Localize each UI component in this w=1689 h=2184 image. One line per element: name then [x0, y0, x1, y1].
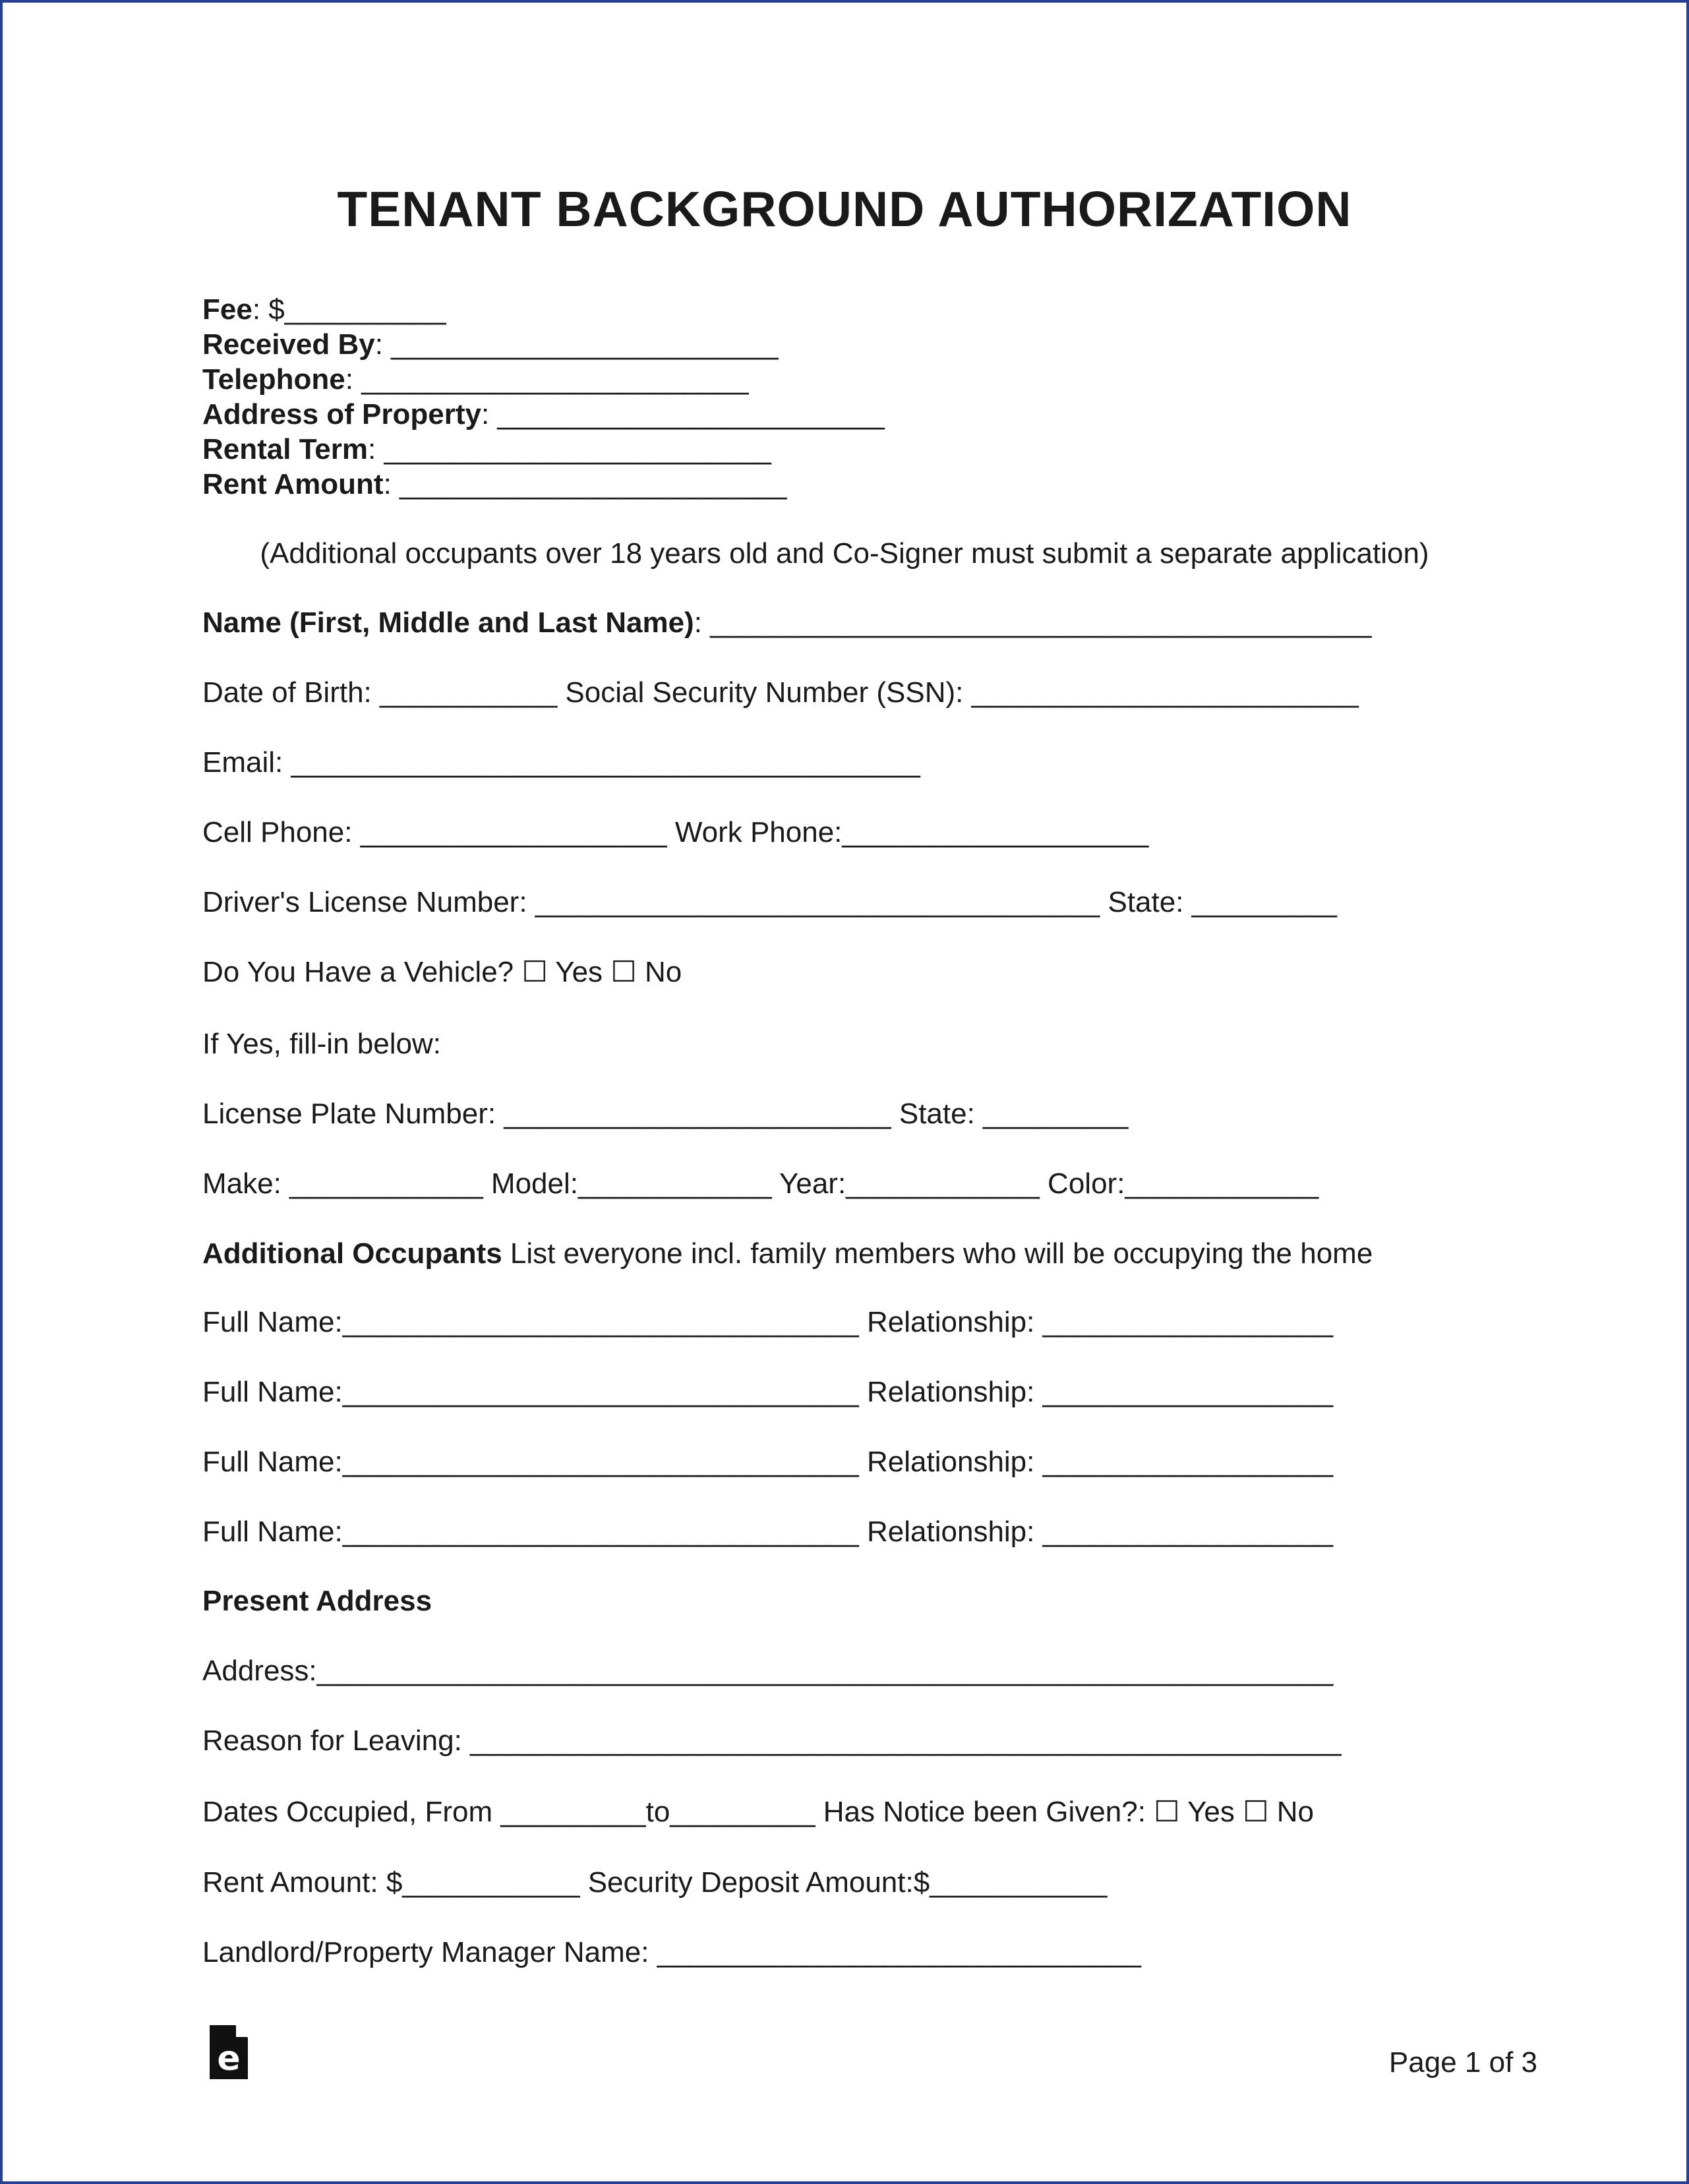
telephone-blank: : ________________________ [345, 363, 749, 396]
present-address-heading [202, 1587, 432, 1616]
address-of-property-blank: : ________________________ [481, 398, 885, 430]
occupant-row[interactable]: Full Name:________________________________ Relationship: __________________ [202, 1446, 1334, 1478]
co-signer-note: (Additional occupants over 18 years old and Co-Signer must submit a separate application) [260, 537, 1429, 570]
applicant-name-label: Name (First, Middle and Last Name) [202, 606, 694, 639]
dob-ssn-line[interactable]: Date of Birth: ___________ Social Security Number (SSN): ________________________ [202, 676, 1359, 709]
vehicle-question-label: Do You Have a Vehicle? [202, 956, 514, 988]
dates-occupied-text: Dates Occupied, From _________to_________ Has Notice been Given?: [202, 1796, 1146, 1828]
page-title: TENANT BACKGROUND AUTHORIZATION [337, 181, 1352, 237]
license-plate-line[interactable]: License Plate Number: ________________________ State: _________ [202, 1098, 1129, 1130]
address-line[interactable]: Address:_______________________________________________________________ [202, 1655, 1334, 1687]
drivers-license-line[interactable]: Driver's License Number: ___________________________________ State: _________ [202, 886, 1337, 918]
page-number: Page 1 of 3 [1388, 2046, 1537, 2079]
if-yes-instruction: If Yes, fill-in below: [202, 1028, 441, 1060]
vehicle-yes-checkbox[interactable]: ☐ [521, 956, 548, 988]
notice-yes-checkbox[interactable]: ☐ [1154, 1796, 1180, 1828]
received-by-label: Received By [202, 328, 375, 361]
applicant-name-blank: : _________________________________________ [694, 606, 1372, 639]
address-of-property-field[interactable] [202, 400, 885, 429]
rental-term-field[interactable] [202, 435, 771, 464]
rental-term-blank: : ________________________ [368, 433, 771, 465]
rent-amount-blank: : ________________________ [383, 468, 787, 500]
vehicle-question [202, 958, 682, 987]
occupants-heading-line [202, 1239, 1373, 1268]
notice-yes-label: Yes [1187, 1796, 1235, 1828]
received-by-blank: : ________________________ [374, 328, 779, 361]
occupants-description: List everyone incl. family members who will be occupying the home [502, 1237, 1373, 1270]
vehicle-no-label: No [644, 956, 682, 988]
occupant-row[interactable]: Full Name:________________________________ Relationship: __________________ [202, 1306, 1334, 1338]
occupants-heading: Additional Occupants [202, 1237, 502, 1270]
rent-deposit-line[interactable]: Rent Amount: $___________ Security Deposit Amount:$___________ [202, 1866, 1108, 1899]
notice-no-label: No [1276, 1796, 1315, 1828]
received-by-field[interactable] [202, 330, 778, 359]
occupant-row[interactable]: Full Name:________________________________ Relationship: __________________ [202, 1516, 1334, 1548]
rent-amount-field[interactable] [202, 470, 786, 499]
email-line[interactable]: Email: _______________________________________ [202, 746, 920, 779]
dates-occupied-line[interactable] [202, 1798, 1314, 1827]
document-logo-icon [210, 2025, 248, 2079]
occupant-row[interactable]: Full Name:________________________________ Relationship: __________________ [202, 1376, 1334, 1408]
rental-term-label: Rental Term [202, 433, 369, 465]
reason-for-leaving-line[interactable]: Reason for Leaving: ______________________________________________________ [202, 1725, 1342, 1757]
vehicle-no-checkbox[interactable]: ☐ [610, 956, 637, 988]
applicant-name-field[interactable] [202, 608, 1371, 637]
phones-line[interactable]: Cell Phone: ___________________ Work Phone:___________________ [202, 816, 1149, 848]
present-address-heading-text: Present Address [202, 1585, 432, 1617]
notice-no-checkbox[interactable]: ☐ [1243, 1796, 1269, 1828]
address-of-property-label: Address of Property [202, 398, 481, 430]
vehicle-details-line[interactable]: Make: ____________ Model:____________ Year:____________ Color:____________ [202, 1167, 1319, 1200]
landlord-name-line[interactable]: Landlord/Property Manager Name: ______________________________ [202, 1936, 1141, 1968]
logo-letter: e [217, 2039, 241, 2079]
vehicle-yes-label: Yes [555, 956, 603, 988]
rent-amount-label: Rent Amount [202, 468, 384, 500]
fee-label: Fee [202, 293, 252, 326]
telephone-label: Telephone [202, 363, 345, 396]
fee-blank: : $__________ [252, 293, 446, 326]
fee-field[interactable] [202, 295, 446, 324]
telephone-field[interactable] [202, 365, 749, 394]
